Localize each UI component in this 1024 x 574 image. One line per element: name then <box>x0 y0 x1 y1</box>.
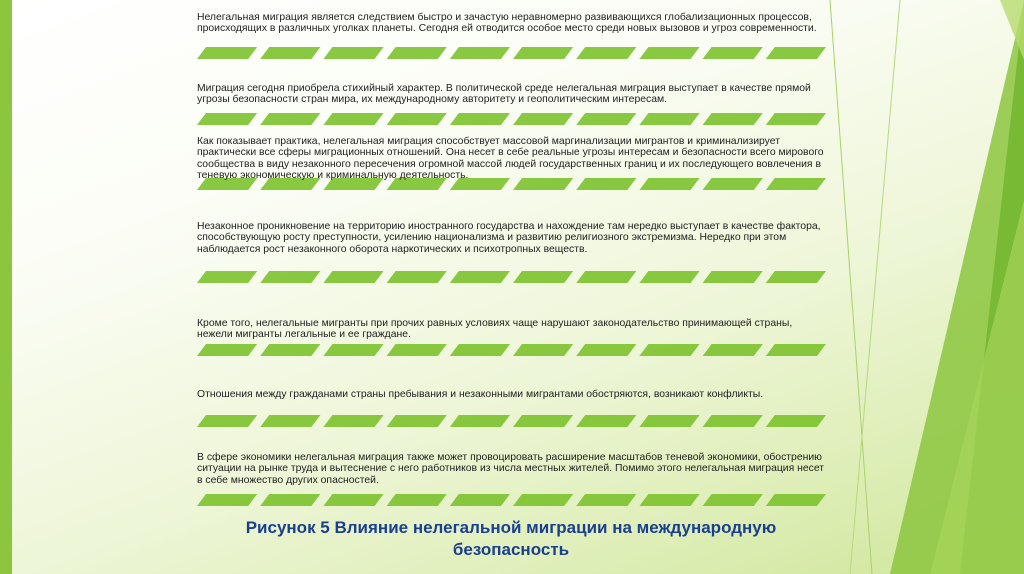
stripe-segment <box>387 415 447 427</box>
stripe-segment <box>639 271 699 283</box>
stripe-segment <box>323 344 383 356</box>
stripe-segment <box>576 494 636 506</box>
stripe-segment <box>260 344 320 356</box>
stripe-segment <box>450 415 510 427</box>
paragraph-1: Нелегальная миграция является следствием быстро и зачастую неравномерно развивающихся глобализационных процессов, происходящих в различных уголках планеты. Сегодня ей отводится особое место среди новых вызовов и угроз современности. <box>197 12 817 35</box>
stripe-segment <box>197 113 257 125</box>
stripe-segment <box>639 344 699 356</box>
stripe-6 <box>197 415 829 427</box>
text-block-6 <box>197 389 829 427</box>
decor-line-1 <box>830 0 872 574</box>
stripe-segment <box>513 271 573 283</box>
stripe-segment <box>323 113 383 125</box>
stripe-segment <box>639 494 699 506</box>
stripe-1 <box>197 47 829 59</box>
stripe-segment <box>766 344 826 356</box>
stripe-segment <box>513 47 573 59</box>
stripe-segment <box>513 494 573 506</box>
text-block-7 <box>197 452 829 508</box>
stripe-segment <box>576 47 636 59</box>
stripe-segment <box>703 271 763 283</box>
stripe-5 <box>197 344 829 356</box>
stripe-segment <box>323 494 383 506</box>
stripe-segment <box>639 415 699 427</box>
paragraph-5: Кроме того, нелегальные мигранты при прочих равных условиях чаще нарушают законодательство принимающей страны, нежели мигранты легальные и ее граждане. <box>197 318 793 341</box>
stripe-segment <box>766 47 826 59</box>
stripe-segment <box>703 344 763 356</box>
stripe-segment <box>703 113 763 125</box>
stripe-segment <box>703 494 763 506</box>
stripe-segment <box>576 271 636 283</box>
stripe-segment <box>387 47 447 59</box>
stripe-2 <box>197 113 829 125</box>
paragraph-2: Миграция сегодня приобрела стихийный характер. В политической среде нелегальная миграция выступает в качестве прямой угрозы безопасности стран мира, их международному авторитету и геополитическим интересам. <box>197 83 811 106</box>
stripe-segment <box>323 271 383 283</box>
stripe-segment <box>197 271 257 283</box>
paragraph-3: Как показывает практика, нелегальная миграция способствует массовой маргинализации мигрантов и криминализирует практически все сферы миграционных отношений. Она несет в себе реальные угрозы интересам и безопасности всего мирового сообщества в виду незаконного пересечения огромной массой людей государственных границ и их последующего вовлечения в теневую экономическую и криминальную деятельность. <box>197 136 824 181</box>
stripe-segment <box>260 47 320 59</box>
text-block-5 <box>197 318 829 362</box>
stripe-segment <box>703 415 763 427</box>
text-block-3 <box>197 136 829 196</box>
stripe-segment <box>323 47 383 59</box>
stripe-segment <box>450 113 510 125</box>
figure-caption: Рисунок 5 Влияние нелегальной миграции на международную безопасность <box>245 518 777 559</box>
text-block-1 <box>197 12 829 60</box>
stripe-segment <box>450 47 510 59</box>
stripe-segment <box>387 113 447 125</box>
stripe-segment <box>513 415 573 427</box>
stripe-segment <box>387 344 447 356</box>
stripe-segment <box>639 47 699 59</box>
paragraph-7: В сфере экономики нелегальная миграция также может провоцировать расширение масштабов теневой экономики, обострению ситуации на рынке труда и вытеснение с него работников из числа местных жителей. Помимо этого нелегальная миграция несет в себе множество других опасностей. <box>197 452 825 486</box>
stripe-segment <box>766 271 826 283</box>
stripe-segment <box>766 415 826 427</box>
stripe-segment <box>387 271 447 283</box>
stripe-segment <box>260 113 320 125</box>
text-block-4 <box>197 221 829 283</box>
stripe-segment <box>197 47 257 59</box>
stripe-segment <box>197 494 257 506</box>
paragraph-6: Отношения между гражданами страны пребывания и незаконными мигрантами обостряются, возникают конфликты. <box>197 389 764 400</box>
stripe-segment <box>576 415 636 427</box>
stripe-segment <box>450 271 510 283</box>
stripe-segment <box>513 113 573 125</box>
stripe-segment <box>766 494 826 506</box>
stripe-segment <box>260 271 320 283</box>
stripe-7 <box>197 494 829 506</box>
stripe-4 <box>197 271 829 283</box>
stripe-segment <box>260 415 320 427</box>
stripe-segment <box>576 344 636 356</box>
stripe-segment <box>387 494 447 506</box>
decor-line-2 <box>850 0 900 574</box>
stripe-segment <box>260 494 320 506</box>
top-corner-facet <box>1000 0 1024 60</box>
stripe-segment <box>766 113 826 125</box>
stripe-segment <box>576 113 636 125</box>
paragraph-4: Незаконное проникновение на территорию иностранного государства и нахождение там нередко выступает в качестве фактора, способствующую росту преступности, усилению национализма и развитию религиозного экстремизма. Нередко при этом наблюдается рост незаконного оборота наркотических и психотропных веществ. <box>197 221 821 255</box>
stripe-segment <box>513 344 573 356</box>
stripe-segment <box>197 415 257 427</box>
stripe-segment <box>703 47 763 59</box>
stripe-segment <box>197 344 257 356</box>
stripe-segment <box>450 494 510 506</box>
stripe-segment <box>450 344 510 356</box>
stripe-segment <box>323 415 383 427</box>
text-block-2 <box>197 83 829 131</box>
stripe-segment <box>639 113 699 125</box>
